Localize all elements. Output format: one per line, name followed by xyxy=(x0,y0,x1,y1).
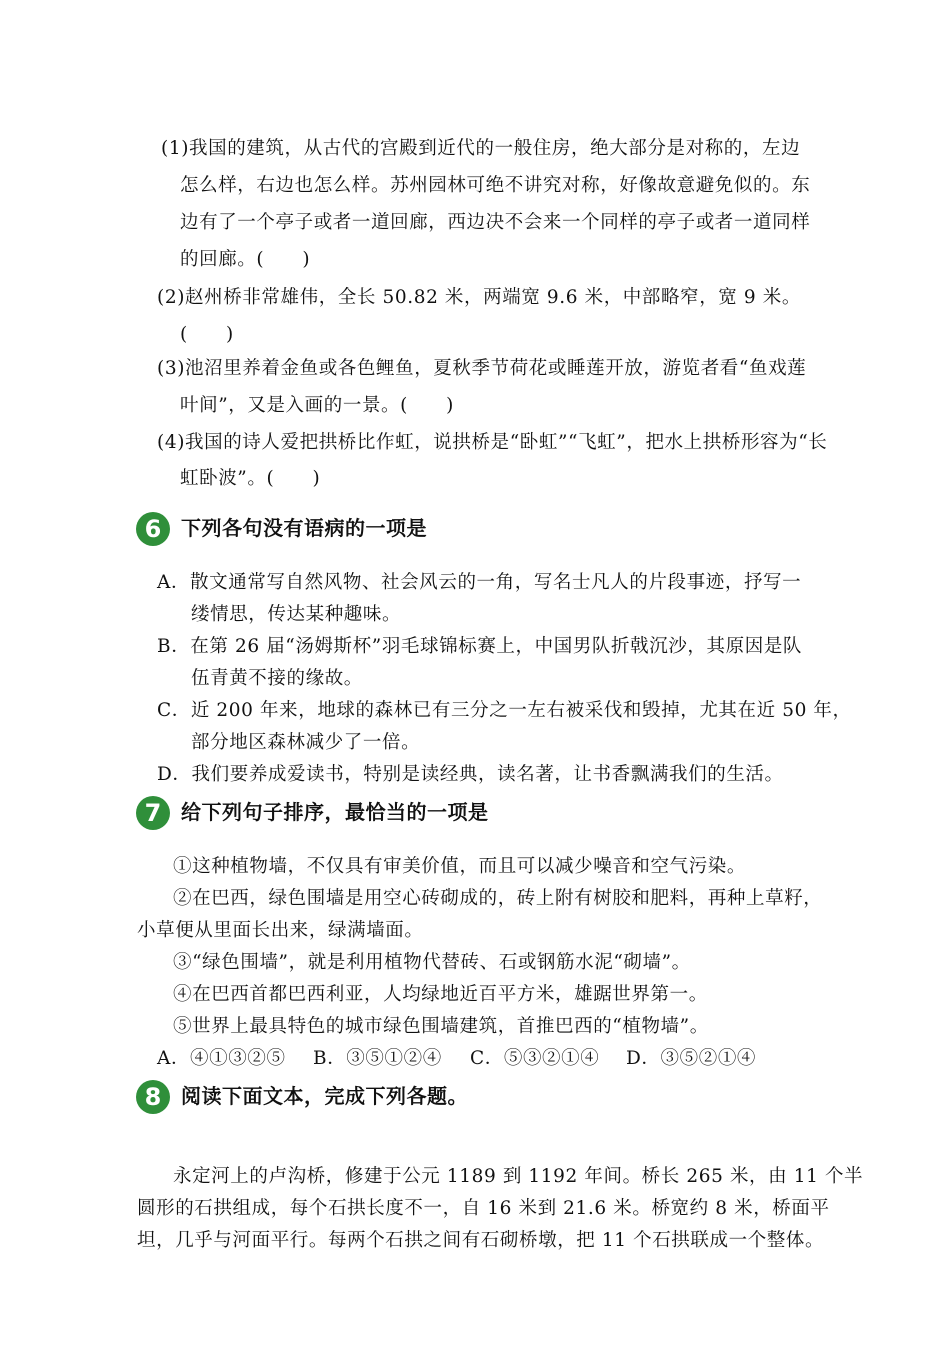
q5-item-1-line: 的回廊。( ) xyxy=(180,249,311,270)
sentence-line: 小草便从里面长出来，绿满墙面。 xyxy=(137,920,424,941)
choice-d: D．③⑤②①④ xyxy=(626,1048,757,1069)
option-line: D．我们要养成爱读书，特别是读经典，读名著，让书香飘满我们的生活。 xyxy=(157,764,784,785)
question-title: 给下列句子排序，最恰当的一项是 xyxy=(181,800,489,824)
sentence-line: ④在巴西首都巴西利亚，人均绿地近百平方米，雄踞世界第一。 xyxy=(173,984,708,1005)
q5-item-3-line: (3)池沼里养着金鱼或各色鲤鱼，夏秋季节荷花或睡莲开放，游览者看“鱼戏莲 xyxy=(157,358,807,379)
option-line: A．散文通常写自然风物、社会风云的一角，写名士凡人的片段事迹，抒写一 xyxy=(157,572,802,593)
question-number-badge: 7 xyxy=(136,796,170,830)
sentence-line: ①这种植物墙，不仅具有审美价值，而且可以减少噪音和空气污染。 xyxy=(173,856,747,877)
q5-item-4-line: (4)我国的诗人爱把拱桥比作虹，说拱桥是“卧虹”“飞虹”，把水上拱桥形容为“长 xyxy=(157,432,828,453)
option-line: 缕情思，传达某种趣味。 xyxy=(191,604,402,625)
sentence-line: ⑤世界上最具特色的城市绿色围墙建筑，首推巴西的“植物墙”。 xyxy=(173,1016,709,1037)
q5-item-1-line: 怎么样，右边也怎么样。苏州园林可绝不讲究对称，好像故意避免似的。东 xyxy=(180,175,811,196)
q5-item-3-line: 叶间”，又是入画的一景。( ) xyxy=(180,395,454,416)
choice-a: A．④①③②⑤ xyxy=(157,1048,286,1069)
choice-b: B．③⑤①②④ xyxy=(313,1048,442,1069)
passage-line: 圆形的石拱组成，每个石拱长度不一，自 16 米到 21.6 米。桥宽约 8 米，桥面平 xyxy=(137,1198,830,1219)
sentence-line: ②在巴西，绿色围墙是用空心砖砌成的，砖上附有树胶和肥料，再种上草籽， xyxy=(173,888,823,909)
option-line: C．近 200 年来，地球的森林已有三分之一左右被采伐和毁掉，尤其在近 50 年， xyxy=(157,700,852,721)
question-title: 下列各句没有语病的一项是 xyxy=(181,516,427,540)
q5-item-2-line: (2)赵州桥非常雄伟，全长 50.82 米，两端宽 9.6 米，中部略窄，宽 9 米。 xyxy=(157,287,801,308)
option-line: 伍青黄不接的缘故。 xyxy=(191,668,363,689)
question-title: 阅读下面文本，完成下列各题。 xyxy=(181,1084,468,1108)
option-line: B．在第 26 届“汤姆斯杯”羽毛球锦标赛上，中国男队折戟沉沙，其原因是队 xyxy=(157,636,803,657)
q5-item-4-line: 虹卧波”。( ) xyxy=(180,468,321,489)
question-number-badge: 6 xyxy=(136,512,170,546)
passage-line: 永定河上的卢沟桥，修建于公元 1189 到 1192 年间。桥长 265 米，由 11 个半 xyxy=(173,1166,864,1187)
passage-line: 坦，几乎与河面平行。每两个石拱之间有石砌桥墩，把 11 个石拱联成一个整体。 xyxy=(137,1230,825,1251)
choice-c: C．⑤③②①④ xyxy=(470,1048,600,1069)
q5-item-1-line: 边有了一个亭子或者一道回廊，西边决不会来一个同样的亭子或者一道同样 xyxy=(180,212,811,233)
q5-item-2-line: ( ) xyxy=(180,324,234,345)
sentence-line: ③“绿色围墙”，就是利用植物代替砖、石或钢筋水泥“砌墙”。 xyxy=(173,952,691,973)
question-number-badge: 8 xyxy=(136,1080,170,1114)
option-line: 部分地区森林减少了一倍。 xyxy=(191,732,421,753)
q5-item-1-line: (1)我国的建筑，从古代的宫殿到近代的一般住房，绝大部分是对称的，左边 xyxy=(161,138,801,159)
